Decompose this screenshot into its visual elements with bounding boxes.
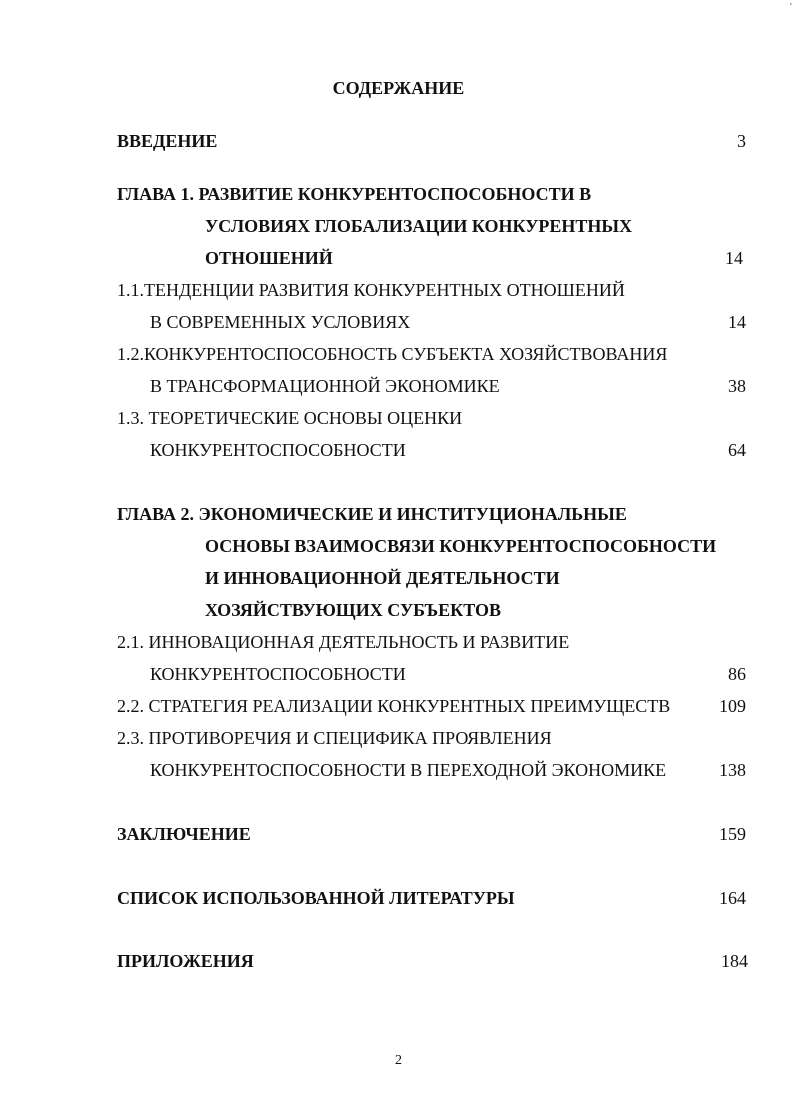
toc-section-1-2-line1: 1.2.КОНКУРЕНТОСПОСОБНОСТЬ СУБЪЕКТА ХОЗЯЙСТВОВАНИЯ xyxy=(117,344,668,364)
toc-chapter2-title-line1: ГЛАВА 2. ЭКОНОМИЧЕСКИЕ И ИНСТИТУЦИОНАЛЬНЫЕ xyxy=(117,504,627,524)
toc-section-2-1-line1: 2.1. ИННОВАЦИОННАЯ ДЕЯТЕЛЬНОСТЬ И РАЗВИТИЕ xyxy=(117,632,570,652)
toc-section-1-1-line2: В СОВРЕМЕННЫХ УСЛОВИЯХ xyxy=(150,312,411,332)
toc-section-2-3-line1: 2.3. ПРОТИВОРЕЧИЯ И СПЕЦИФИКА ПРОЯВЛЕНИЯ xyxy=(117,728,552,748)
toc-section-2-3-page: 138 xyxy=(719,760,746,780)
toc-chapter1-title-line2: УСЛОВИЯХ ГЛОБАЛИЗАЦИИ КОНКУРЕНТНЫХ xyxy=(205,216,633,236)
toc-intro-label: ВВЕДЕНИЕ xyxy=(117,131,218,151)
page-number: 2 xyxy=(395,1053,402,1068)
toc-chapter2-title-line2: ОСНОВЫ ВЗАИМОСВЯЗИ КОНКУРЕНТОСПОСОБНОСТИ xyxy=(205,536,717,556)
toc-chapter1-title-line3: ОТНОШЕНИЙ xyxy=(205,248,333,268)
toc-section-2-2-line1: 2.2. СТРАТЕГИЯ РЕАЛИЗАЦИИ КОНКУРЕНТНЫХ ПРЕИМУЩЕСТВ xyxy=(117,696,671,716)
toc-section-1-3-line1: 1.3. ТЕОРЕТИЧЕСКИЕ ОСНОВЫ ОЦЕНКИ xyxy=(117,408,463,428)
toc-section-1-1-page: 14 xyxy=(728,312,746,332)
toc-chapter2-title-line4: ХОЗЯЙСТВУЮЩИХ СУБЪЕКТОВ xyxy=(205,600,501,620)
toc-references-page: 164 xyxy=(719,888,746,908)
toc-chapter2-title-line3: И ИННОВАЦИОННОЙ ДЕЯТЕЛЬНОСТИ xyxy=(205,568,560,588)
toc-section-2-1-line2: КОНКУРЕНТОСПОСОБНОСТИ xyxy=(150,664,406,684)
page-title: СОДЕРЖАНИЕ xyxy=(332,78,465,98)
toc-section-2-2-page: 109 xyxy=(719,696,746,716)
toc-section-1-2-line2: В ТРАНСФОРМАЦИОННОЙ ЭКОНОМИКЕ xyxy=(150,376,500,396)
toc-conclusion-page: 159 xyxy=(719,824,746,844)
toc-appendices-page: 184 xyxy=(721,951,748,971)
scan-mark: ' xyxy=(790,2,792,13)
toc-section-2-1-page: 86 xyxy=(728,664,746,684)
toc-section-1-1-line1: 1.1.ТЕНДЕНЦИИ РАЗВИТИЯ КОНКУРЕНТНЫХ ОТНОШЕНИЙ xyxy=(117,280,625,300)
toc-section-1-3-line2: КОНКУРЕНТОСПОСОБНОСТИ xyxy=(150,440,406,460)
toc-conclusion-label: ЗАКЛЮЧЕНИЕ xyxy=(117,824,251,844)
toc-appendices-label: ПРИЛОЖЕНИЯ xyxy=(117,951,254,971)
toc-section-2-3-line2: КОНКУРЕНТОСПОСОБНОСТИ В ПЕРЕХОДНОЙ ЭКОНОМИКЕ xyxy=(150,760,667,780)
toc-intro-page: 3 xyxy=(737,131,746,151)
toc-section-1-2-page: 38 xyxy=(728,376,746,396)
toc-chapter1-title-line1: ГЛАВА 1. РАЗВИТИЕ КОНКУРЕНТОСПОСОБНОСТИ В xyxy=(117,184,592,204)
toc-section-1-3-page: 64 xyxy=(728,440,746,460)
toc-chapter1-page: 14 xyxy=(725,248,743,268)
toc-references-label: СПИСОК ИСПОЛЬЗОВАННОЙ ЛИТЕРАТУРЫ xyxy=(117,888,515,908)
